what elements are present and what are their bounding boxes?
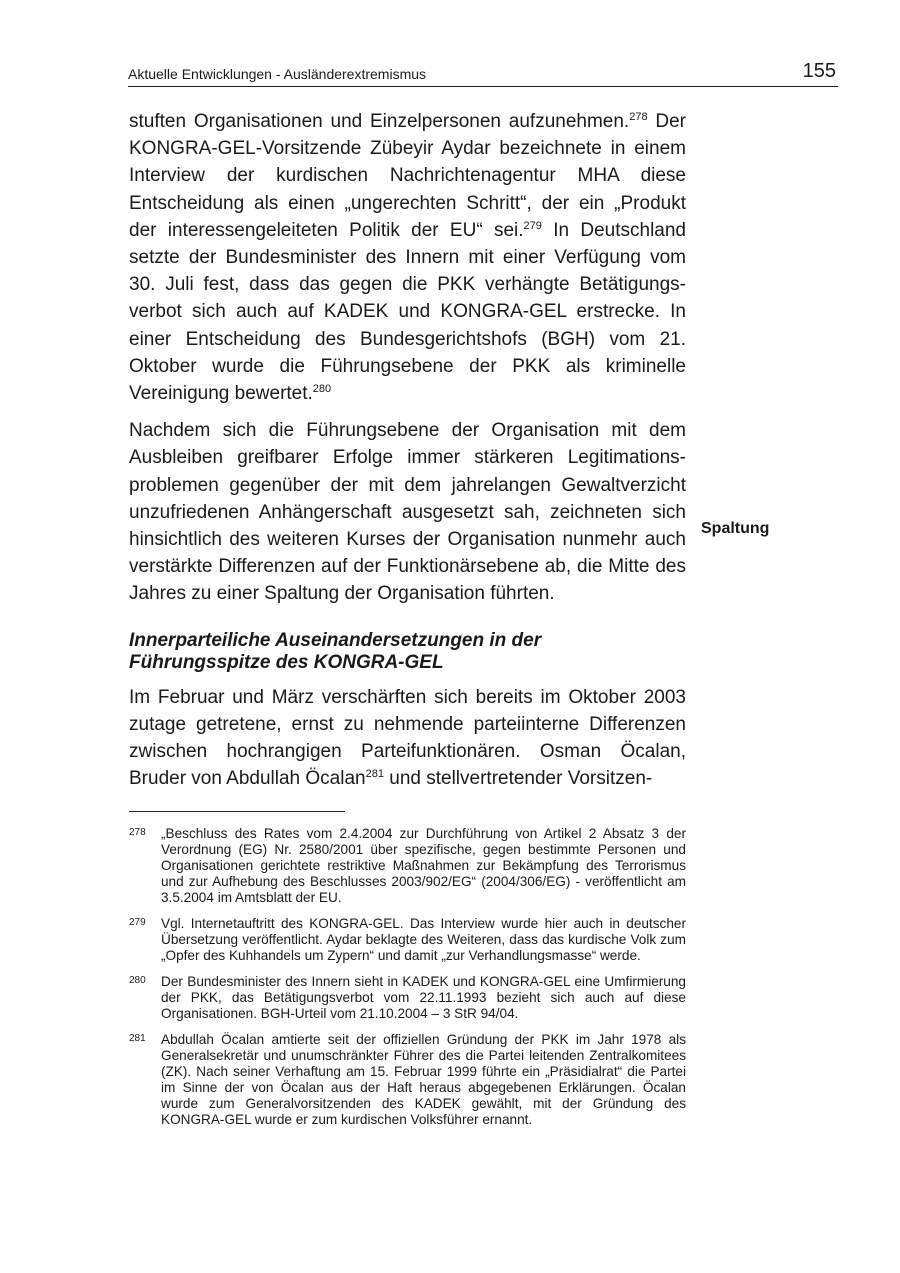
footnote-text: Abdullah Öcalan amtierte seit der offiziellen Gründung der PKK im Jahr 1978 als Generalsekretär und unumschränkter Führer des die Partei leitenden Zentralkomitees (ZK). Nach seiner Verhaftung am 15. Februar 1999 führte ein „Präsidialrat“ die Partei im Sinne der von Öcalan aus der Haft heraus abgegebenen Erklärungen. Öcalan wurde zum Generalvorsitzenden des KADEK gewählt, mit der Gründung des KONGRA-GEL wurde er zum kurdischen Volksführer ernannt. [161,1032,686,1127]
footnote-279 [129,916,686,964]
section-heading-line-2: Führungsspitze des KONGRA-GEL [129,651,444,673]
main-text [129,108,686,802]
footnote-ref-281[interactable]: 281 [365,768,384,781]
footnote-text: Der Bundesminister des Innern sieht in KADEK und KONGRA-GEL eine Umfirmierung der PKK, das Betätigungsverbot vom 22.11.1993 bezieht sich auch auf diese Organisationen. BGH-Urteil vom 21.10.2004 – 3 StR 94/04. [161,974,686,1021]
paragraph-1-part-b: Der KONGRA-GEL-Vorsitzende Zübeyir Aydar bezeichnete in einem Interview der kurdischen Nachrichtenagentur MHA diese Entscheidung als einen „ungerechten Schritt“, der ein „Produkt der interessengeleiteten Politik der EU“ sei. [129,111,686,241]
paragraph-3-part-a: Im Februar und März verschärften sich bereits im Oktober 2003 zutage getretene, ernst zu nehmende parteiinterne Differenzen zwischen hochrangigen Parteifunktionären. Osman Öcalan, Bruder von Abdullah Öcalan [129,686,686,790]
paragraph-2: Nachdem sich die Führungsebene der Organisation mit dem Ausbleiben greifbarer Erfolge immer stärkeren Legitimationsproblemen gegenüber der mit dem jahrelangen Gewaltverzicht unzufriedenen Anhängerschaft ausgesetzt sah, zeichneten sich hinsichtlich des weiteren Kurses der Organisation nunmehr auch verstärkte Differenzen auf der Funktionärsebene ab, die Mitte des Jahres zu einer Spaltung der Organisation führten. [129,420,686,605]
footnote-ref-278[interactable]: 278 [629,111,648,123]
margin-note: Spaltung [701,520,770,537]
paragraph-1-part-c: In Deutschland setzte der Bundesminister des Innern mit einer Verfügung vom 30. Juli fest, dass das gegen die PKK verhängte Betätigungsverbot sich auch auf KADEK und KONGRA-GEL erstrecke. In einer Entscheidung des Bundesgerichtshofs (BGH) vom 21. Oktober wurde die Führungsebene der PKK als kriminelle Vereinigung bewertet. [129,219,686,405]
section-heading-line-1: Innerparteiliche Auseinandersetzungen in der [129,629,542,651]
footnote-281 [129,1032,686,1128]
paragraph-3 [129,684,686,793]
footnote-number: 278 [129,827,146,838]
footnote-ref-280[interactable]: 280 [312,383,332,396]
footnote-number: 280 [129,975,146,986]
paragraph-1 [129,108,686,407]
footnote-278 [129,826,686,906]
footnote-separator [129,811,345,812]
footnote-text: „Beschluss des Rates vom 2.4.2004 zur Durchführung von Artikel 2 Absatz 3 der Verordnung (EG) Nr. 2580/2001 über spezifische, gegen bestimmte Personen und Organisationen gerichtete restriktive Maßnahmen zur Bekämpfung des Terrorismus und zur Aufhebung des Beschlusses 2003/902/EG“ (2004/306/EG) - veröffentlicht am 3.5.2004 im Amtsblatt der EU. [161,826,686,905]
section-heading [129,630,686,674]
page-number: 155 [802,60,836,82]
running-head: Aktuelle Entwicklungen - Ausländerextremismus [128,66,427,82]
footnotes [129,826,686,1138]
footnote-number: 279 [129,917,146,928]
footnote-text: Vgl. Internetauftritt des KONGRA-GEL. Das Interview wurde hier auch in deutscher Übersetzung veröffentlicht. Aydar beklagte des Weiteren, dass das kurdische Volk zum „Opfer des Kuhhandels um Zypern“ und damit „zur Verhandlungsmasse“ werde. [161,916,686,963]
footnote-280 [129,974,686,1022]
paragraph-1-part-a: stuften Organisationen und Einzelpersonen aufzunehmen. [129,111,630,132]
footnote-ref-279[interactable]: 279 [523,219,542,232]
paragraph-3-part-b: und stellvertretender Vorsitzen- [383,768,653,790]
footnote-number: 281 [129,1033,146,1044]
page-header [128,60,838,87]
